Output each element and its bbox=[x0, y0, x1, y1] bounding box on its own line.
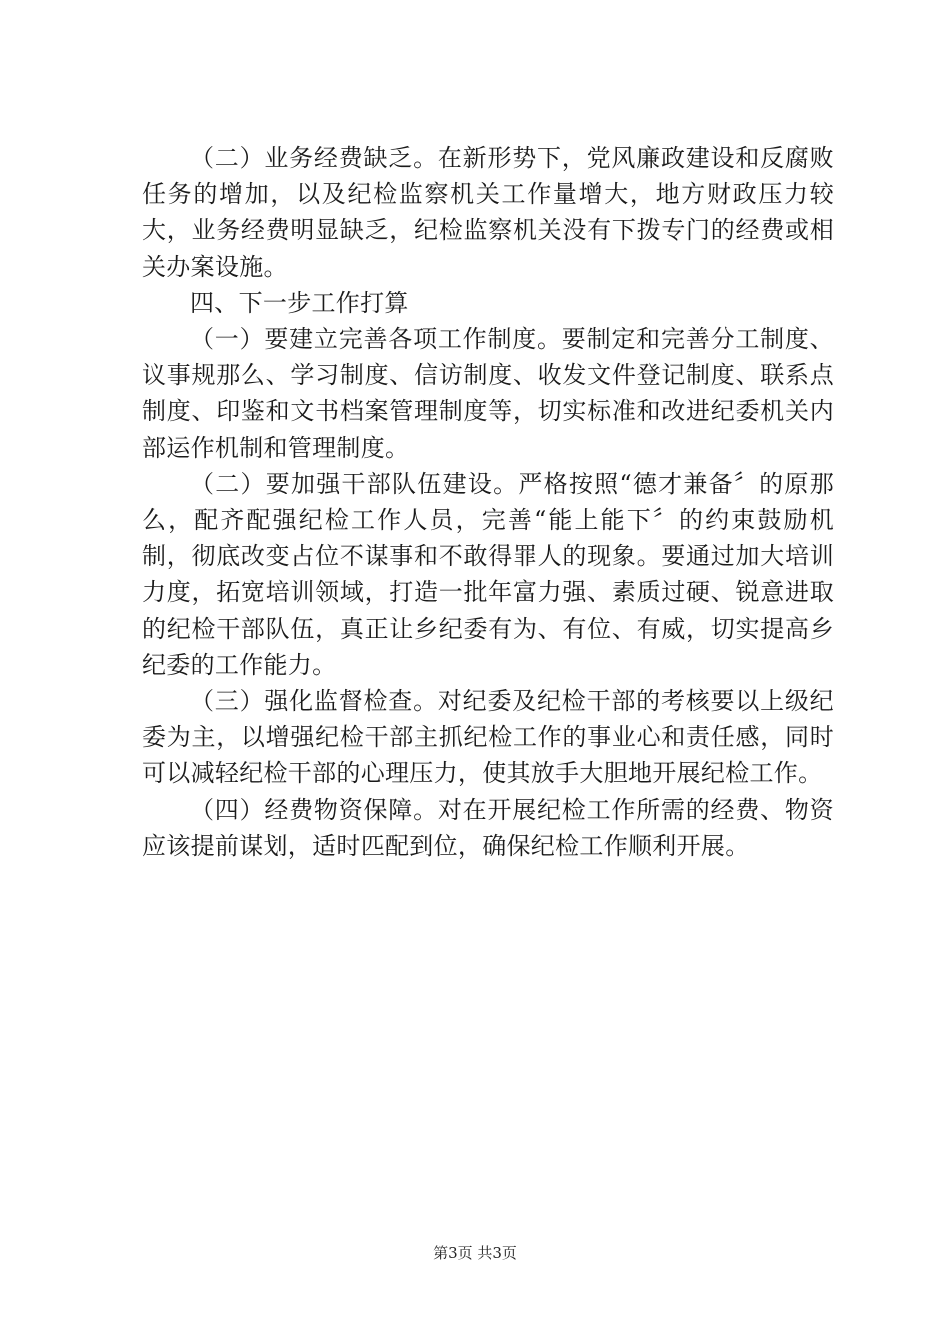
paragraph-funding-guarantee: （四）经费物资保障。对在开展纪检工作所需的经费、物资应该提前谋划，适时匹配到位，确保纪检工作顺利开展。 bbox=[142, 795, 834, 860]
paragraph-work-system: （一）要建立完善各项工作制度。要制定和完善分工制度、议事规那么、学习制度、信访制度、收发文件登记制度、联系点制度、印鉴和文书档案管理制度等，切实标准和改进纪委机关内部运作机制和管理制度。 bbox=[142, 325, 834, 462]
paragraph-funding-shortage: （二）业务经费缺乏。在新形势下，党风廉政建设和反腐败任务的增加，以及纪检监察机关工作量增大，地方财政压力较大，业务经费明显缺乏，纪检监察机关没有下拨专门的经费或相关办案设施。 bbox=[142, 144, 834, 281]
document-body bbox=[142, 140, 834, 864]
paragraph-supervision: （三）强化监督检查。对纪委及纪检干部的考核要以上级纪委为主，以增强纪检干部主抓纪检工作的事业心和责任感，同时可以减轻纪检干部的心理压力，使其放手大胆地开展纪检工作。 bbox=[142, 687, 834, 788]
paragraph-cadre-building: （二）要加强干部队伍建设。严格按照“德才兼备〞的原那么，配齐配强纪检工作人员，完善“能上能下〞的约束鼓励机制，彻底改变占位不谋事和不敢得罪人的现象。要通过加大培训力度，拓宽培训领域，打造一批年富力强、素质过硬、锐意进取的纪检干部队伍，真正让乡纪委有为、有位、有威，切实提高乡纪委的工作能力。 bbox=[142, 469, 834, 679]
section-heading-next-steps: 四、下一步工作打算 bbox=[190, 288, 409, 317]
page-number-footer: 第3页 共3页 bbox=[433, 1244, 517, 1262]
